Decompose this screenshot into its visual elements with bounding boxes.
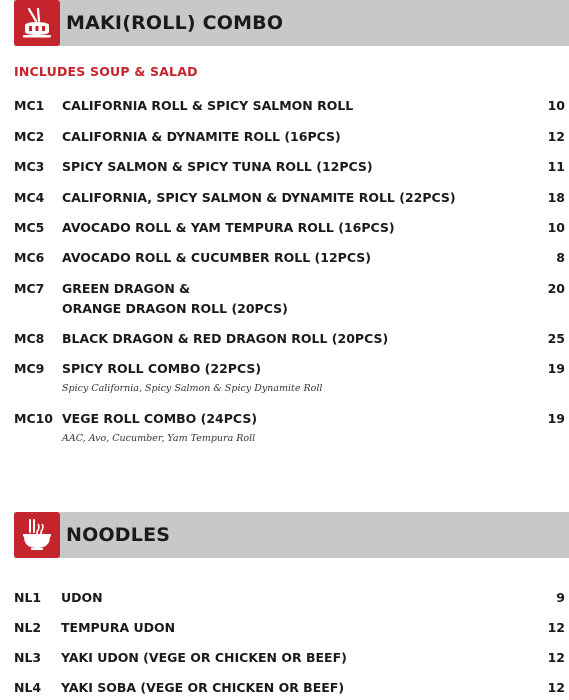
- item-price: 20: [547, 281, 565, 296]
- item-price: 12: [547, 650, 565, 665]
- item-price: 10: [547, 220, 565, 235]
- item-code: MC7: [14, 281, 45, 296]
- noodle-bowl-icon: [14, 512, 60, 558]
- item-name: SPICY ROLL COMBO (22PCS): [62, 361, 262, 376]
- item-name-line2: ORANGE DRAGON ROLL (20PCS): [62, 301, 288, 316]
- item-code: NL2: [14, 620, 42, 635]
- item-name: BLACK DRAGON & RED DRAGON ROLL (20PCS): [62, 331, 389, 346]
- item-price: 8: [556, 250, 565, 265]
- item-price: 11: [547, 159, 565, 174]
- item-price: 9: [556, 590, 565, 605]
- item-price: 12: [547, 129, 565, 144]
- item-code: NL1: [14, 590, 42, 605]
- noodles-section-header: [14, 512, 569, 558]
- item-price: 10: [547, 98, 565, 113]
- maki-subheading: INCLUDES SOUP & SALAD: [14, 64, 198, 79]
- item-price: 25: [547, 331, 565, 346]
- item-code: MC3: [14, 159, 45, 174]
- item-name: YAKI UDON (VEGE OR CHICKEN OR BEEF): [61, 650, 347, 665]
- item-code: MC5: [14, 220, 45, 235]
- item-price: 19: [547, 361, 565, 376]
- item-price: 12: [547, 680, 565, 695]
- item-code: MC2: [14, 129, 45, 144]
- item-name: AVOCADO ROLL & CUCUMBER ROLL (12PCS): [62, 250, 371, 265]
- item-description: Spicy California, Spicy Salmon & Spicy Dynamite Roll: [62, 383, 323, 394]
- item-description: AAC, Avo, Cucumber, Yam Tempura Roll: [62, 433, 256, 444]
- item-code: NL4: [14, 680, 42, 695]
- item-code: MC8: [14, 331, 45, 346]
- item-name: VEGE ROLL COMBO (24PCS): [62, 411, 258, 426]
- item-code: MC6: [14, 250, 45, 265]
- item-code: MC10: [14, 411, 54, 426]
- item-code: NL3: [14, 650, 42, 665]
- item-price: 19: [547, 411, 565, 426]
- item-code: MC1: [14, 98, 45, 113]
- item-price: 12: [547, 620, 565, 635]
- item-name: SPICY SALMON & SPICY TUNA ROLL (12PCS): [62, 159, 373, 174]
- item-name: AVOCADO ROLL & YAM TEMPURA ROLL (16PCS): [62, 220, 395, 235]
- item-name: CALIFORNIA, SPICY SALMON & DYNAMITE ROLL (22PCS): [62, 190, 456, 205]
- item-name: CALIFORNIA ROLL & SPICY SALMON ROLL: [62, 98, 354, 113]
- item-code: MC9: [14, 361, 45, 376]
- noodles-section-title: NOODLES: [66, 524, 171, 546]
- item-name-line1: GREEN DRAGON &: [62, 281, 191, 296]
- maki-section-header: [14, 0, 569, 46]
- sushi-roll-icon: [14, 0, 60, 46]
- item-code: MC4: [14, 190, 45, 205]
- item-name: YAKI SOBA (VEGE OR CHICKEN OR BEEF): [61, 680, 345, 695]
- item-name: TEMPURA UDON: [61, 620, 176, 635]
- item-price: 18: [547, 190, 565, 205]
- maki-section-title: MAKI(ROLL) COMBO: [66, 12, 284, 34]
- item-name: CALIFORNIA & DYNAMITE ROLL (16PCS): [62, 129, 341, 144]
- item-name: UDON: [61, 590, 103, 605]
